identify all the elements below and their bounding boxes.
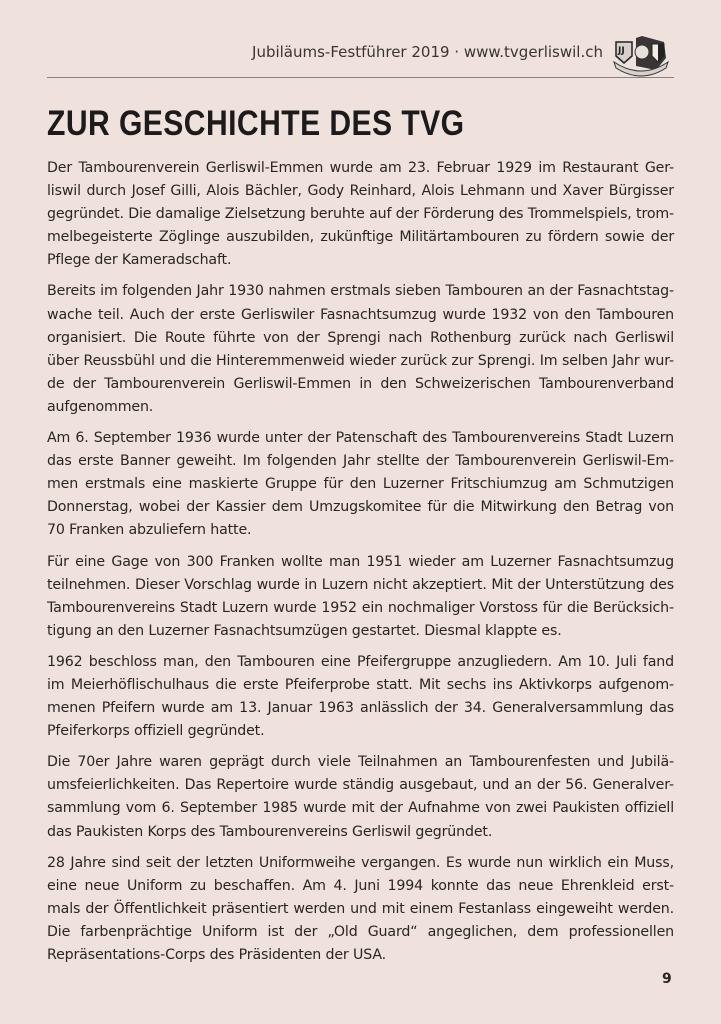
text-line: organisiert. Die Route führte von der Sprengi nach Rothenburg zurück nach Gerliswil	[47, 329, 674, 346]
text-line: Der Tambourenverein Gerliswil-Emmen wurde am 23. Februar 1929 im Restaurant Ger-	[47, 160, 674, 176]
paragraph	[47, 751, 674, 843]
text-line: 28 Jahre sind seit der letzten Uniformweihe vergangen. Es wurde nun wirklich ein Muss,	[47, 854, 674, 871]
text-line: Tambourenvereins Stadt Luzern wurde 1952 ein nochmaliger Vorstoss für die Berücksich-	[47, 599, 674, 616]
text-line: im Meierhöflischulhaus die erste Pfeiferprobe statt. Mit sechs ins Aktivkorps aufgenom-	[47, 676, 674, 693]
text-line: umsfeierlichkeiten. Das Repertoire wurde ständig ausgebaut, und an der 56. Generalver-	[47, 777, 674, 794]
text-line: das erste Banner geweiht. Im folgenden Jahr stellte der Tambourenverein Gerliswil-Em-	[47, 453, 674, 470]
header-divider	[47, 77, 674, 78]
text-line: Donnerstag, wobei der Kassier dem Umzugskomitee für die Mitwirkung den Betrag von	[47, 499, 674, 516]
text-line: Pflege der Kameradschaft.	[47, 252, 232, 269]
article-body	[47, 157, 674, 975]
text-line: Die 70er Jahre waren geprägt durch viele Teilnahmen an Tambourenfesten und Jubilä-	[47, 754, 674, 771]
paragraph	[47, 852, 674, 967]
paragraph	[47, 157, 674, 272]
text-line: das Paukisten Korps des Tambourenvereins Gerliswil gegründet.	[47, 823, 493, 840]
paragraph	[47, 280, 674, 419]
text-line: melbegeisterte Zöglinge auszubilden, zukünftige Militärtambouren zu fördern sowie der	[47, 229, 674, 246]
text-line: 1962 beschloss man, den Tambouren eine Pfeifergruppe anzugliedern. Am 10. Juli fand	[47, 653, 674, 670]
text-line: 70 Franken abzuliefern hatte.	[47, 522, 252, 539]
page-number: 9	[662, 971, 672, 987]
text-line: sammlung vom 6. September 1985 wurde mit der Aufnahme von zwei Paukisten offiziell	[47, 800, 674, 817]
paragraph	[47, 651, 674, 743]
text-line: Pfeiferkorps offiziell gegründet.	[47, 723, 265, 740]
svg-text:JJ: JJ	[618, 46, 625, 56]
text-line: wache teil. Auch der erste Gerliswiler Fasnachtsumzug wurde 1932 von den Tambouren	[47, 306, 674, 323]
page-title: ZUR GESCHICHTE DES TVG	[47, 104, 465, 143]
text-line: teilnehmen. Dieser Vorschlag wurde in Luzern nicht akzeptiert. Mit der Unterstützung des	[47, 576, 674, 593]
text-line: mals der Öffentlichkeit präsentiert werden und mit einem Festanlass eingeweiht werden.	[47, 900, 674, 917]
club-logo-icon	[612, 36, 670, 78]
paragraph	[47, 427, 674, 542]
text-line: Bereits im folgenden Jahr 1930 nahmen erstmals sieben Tambouren an der Fasnachtstag-	[47, 283, 674, 300]
text-line: de der Tambourenverein Gerliswil-Emmen in den Schweizerischen Tambourenverband	[47, 375, 674, 392]
text-line: Repräsentations-Corps des Präsidenten der USA.	[47, 947, 386, 963]
text-line: tigung an den Luzerner Fasnachtsumzügen gestartet. Diesmal klappte es.	[47, 622, 562, 639]
text-line: Für eine Gage von 300 Franken wollte man 1951 wieder am Luzerner Fasnachtsumzug	[47, 553, 674, 570]
text-line: Am 6. September 1936 wurde unter der Patenschaft des Tambourenvereins Stadt Luzern	[47, 430, 674, 447]
paragraph	[47, 551, 674, 643]
header-text: Jubiläums-Festführer 2019 · www.tvgerliswil.ch	[252, 43, 603, 61]
text-line: Die farbenprächtige Uniform ist der „Old Guard“ angeglichen, dem professionellen	[47, 923, 674, 940]
text-line: gegründet. Die damalige Zielsetzung beruhte auf der Förderung des Trommelspiels, trom-	[47, 206, 674, 223]
text-line: menen Pfeifern wurde am 13. Januar 1963 anlässlich der 34. Generalversammlung das	[47, 700, 674, 717]
text-line: über Reussbühl und die Hinteremmenweid wieder zurück zur Sprengi. Im selben Jahr wur-	[47, 352, 674, 369]
text-line: liswil durch Josef Gilli, Alois Bächler, Gody Reinhard, Alois Lehmann und Xaver Bürgisser	[47, 183, 674, 200]
text-line: aufgenommen.	[47, 398, 154, 415]
text-line: men erstmals eine maskierte Gruppe für den Luzerner Fritschiumzug am Schmutzigen	[47, 476, 674, 493]
text-line: eine neue Uniform zu beschaffen. Am 4. Juni 1994 konnte das neue Ehrenkleid erst-	[47, 877, 674, 894]
